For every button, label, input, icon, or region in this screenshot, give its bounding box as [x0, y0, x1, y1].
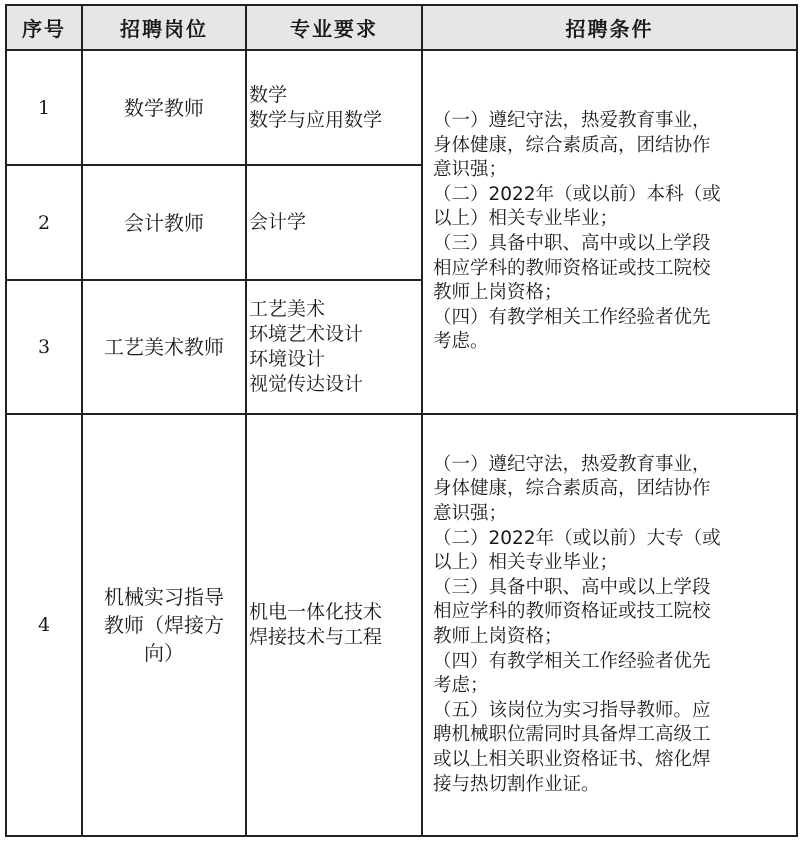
row-major: [246, 50, 422, 165]
position-line: 向）: [144, 641, 184, 665]
major-line: 机电一体化技术: [249, 601, 383, 623]
recruitment-table: [5, 4, 798, 837]
condition-line: 教师上岗资格；: [433, 282, 563, 304]
position-line: 机械实习指导: [104, 585, 224, 609]
major-line: 环境艺术设计: [249, 323, 364, 345]
condition-line: 考虑；: [433, 675, 489, 697]
condition-line: 以上）相关专业毕业；: [433, 208, 619, 230]
row-index: 4: [6, 414, 82, 836]
condition-line: 以上）相关专业毕业；: [433, 552, 619, 574]
header-major: 专业要求: [246, 5, 422, 50]
header-row: [6, 5, 797, 50]
major-line: 数学与应用数学: [249, 108, 383, 131]
condition-line: 相应学科的教师资格证或技工院校: [433, 257, 711, 279]
condition-line: （四）有教学相关工作经验者优先: [433, 650, 711, 672]
header-conditions: 招聘条件: [422, 5, 797, 50]
major-line: 环境设计: [249, 348, 326, 370]
condition-line: 相应学科的教师资格证或技工院校: [433, 601, 711, 623]
row-position: 工艺美术教师: [82, 280, 246, 414]
condition-line: 教师上岗资格；: [433, 626, 563, 647]
condition-line: 考虑。: [433, 331, 489, 353]
major-line: 会计学: [249, 211, 307, 233]
row-position: 会计教师: [82, 165, 246, 280]
condition-line: （一）遵纪守法，热爱教育事业，: [433, 110, 711, 132]
condition-line: 聘机械职位需同时具备焊工高级工: [433, 724, 711, 746]
condition-line: 或以上相关职业资格证书、熔化焊: [433, 748, 711, 770]
header-index: 序号: [6, 5, 82, 50]
major-line: 视觉传达设计: [249, 373, 364, 395]
major-line: 数学: [249, 83, 288, 106]
condition-line: （二）2022年（或以前）大专（或: [433, 527, 721, 549]
condition-line: （三）具备中职、高中或以上学段: [433, 576, 711, 598]
condition-line: （三）具备中职、高中或以上学段: [433, 233, 711, 254]
condition-line: 意识强；: [433, 503, 508, 525]
condition-line: 意识强；: [433, 159, 508, 181]
table-row: [6, 414, 797, 836]
row-position: [82, 414, 246, 836]
major-line: 焊接技术与工程: [249, 626, 383, 648]
major-line: 工艺美术: [249, 298, 326, 320]
condition-line: （一）遵纪守法，热爱教育事业，: [433, 453, 711, 475]
row-index: 2: [6, 165, 82, 280]
conditions-cell-group-a: [422, 50, 797, 414]
condition-line: 身体健康，综合素质高，团结协作: [433, 478, 711, 500]
row-major: [246, 414, 422, 836]
condition-line: （五）该岗位为实习指导教师。应: [433, 699, 711, 721]
position-line: 教师（焊接方: [104, 613, 224, 637]
condition-line: 接与热切割作业证。: [433, 773, 600, 795]
row-major: [246, 280, 422, 414]
condition-line: （四）有教学相关工作经验者优先: [433, 306, 711, 328]
row-position: 数学教师: [82, 50, 246, 165]
row-index: 1: [6, 50, 82, 165]
condition-line: （二）2022年（或以前）本科（或: [433, 183, 721, 205]
row-major: [246, 165, 422, 280]
header-position: 招聘岗位: [82, 5, 246, 50]
conditions-cell-group-b: [422, 414, 797, 836]
table-row: [6, 50, 797, 165]
condition-line: 身体健康，综合素质高，团结协作: [433, 134, 711, 156]
row-index: 3: [6, 280, 82, 414]
